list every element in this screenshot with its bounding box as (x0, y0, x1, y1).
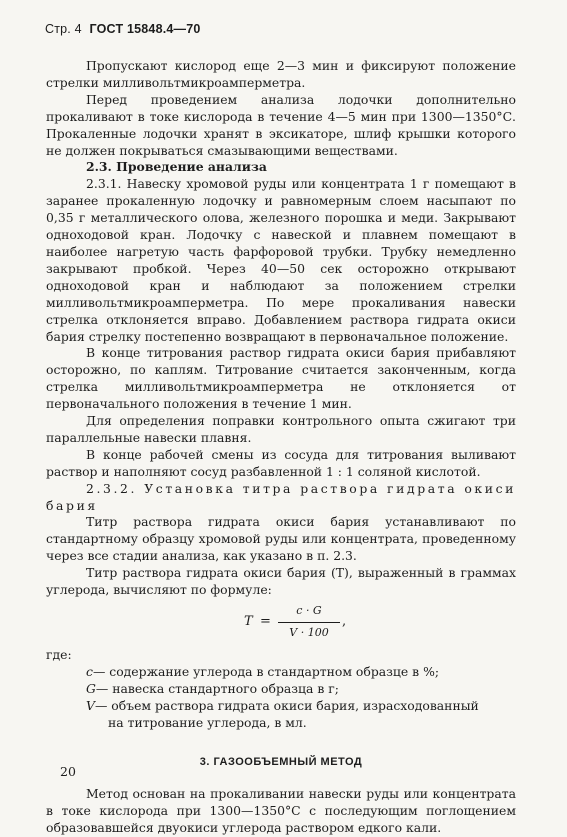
paragraph-titre-standard: Титр раствора гидрата окиси бария устанавливают по стандартному образцу хромовой руды или концентрата, проведенному через все стадии анализа, как указано в п. 2.3. (46, 514, 516, 564)
page-header (45, 22, 201, 36)
subheading-2-3-2: 2.3.2. Установка титра раствора гидрата окиси бария (46, 480, 516, 513)
header-page-label: Стр. 4 (45, 22, 82, 36)
formula-lhs: T (244, 614, 253, 629)
formula-equals: = (260, 614, 271, 629)
paragraph-2-3-1: 2.3.1. Навеску хромовой руды или концентрата 1 г помещают в заранее прокаленную лодочку и равномерным слоем насыпают по 0,35 г металлического олова, железного порошка и меди. Закрывают одноходовой кран. Лодочку с навеской и плавнем помещают в наиболее нагретую часть фарфоровой трубки. Трубку немедленно закрывают пробкой. Через 40—50 сек осторожно открывают одноходовой кран и наблюдают за положением стрелки милливольтмикроамперметра. По мере прокаливания навески стрелка отклоняется вправо. Добавлением раствора гидрата окиси бария стрелку постепенно возвращают в первоначальное положение. (46, 176, 516, 344)
paragraph-2: Перед проведением анализа лодочки дополнительно прокаливают в токе кислорода в течение 4—5 мин при 1300—1350°С. Прокаленные лодочки хранят в эксикаторе, шлиф крышки которого не должен покрываться смазывающими веществами. (46, 91, 516, 158)
legend-text: — навеска стандартного образца в г; (95, 680, 339, 696)
paragraph-titration-end: В конце титрования раствор гидрата окиси бария прибавляют осторожно, по каплям. Титрование считается законченным, когда стрелка милливольтмикроамперметра не отклоняется от первоначального положения в течение 1 мин. (46, 345, 516, 412)
formula-comma: , (342, 614, 347, 629)
section-heading-2-3: 2.3. Проведение анализа (86, 159, 267, 175)
legend-text: — объем раствора гидрата окиси бария, израсходованный (94, 697, 479, 713)
legend-item-v (86, 698, 516, 732)
legend-item-c (86, 664, 516, 681)
document-body (46, 58, 516, 837)
paragraph-titre-formula-intro: Титр раствора гидрата окиси бария (Т), выраженный в граммах углерода, вычисляют по формуле: (46, 565, 516, 598)
paragraph-1: Пропускают кислород еще 2—3 мин и фиксируют положение стрелки милливольтмикроамперметра. (46, 58, 516, 90)
formula-numerator: c · G (296, 604, 322, 617)
titre-formula (46, 603, 516, 643)
legend-item-g (86, 681, 516, 698)
section-3-title: 3. ГАЗООБЪЕМНЫЙ МЕТОД (199, 755, 363, 768)
paragraph-control-correction: Для определения поправки контрольного опыта сжигают три параллельные навески плавня. (46, 413, 516, 445)
paragraph-shift-end: В конце рабочей смены из сосуда для титрования выливают раствор и наполняют сосуд разбавленной 1 : 1 соляной кислотой. (46, 446, 516, 479)
header-standard: ГОСТ 15848.4—70 (89, 22, 201, 36)
legend-continuation: на титрование углерода, в мл. (108, 714, 307, 730)
legend-symbol: G (86, 680, 96, 696)
fraction-bar (278, 622, 340, 623)
formula-denominator: V · 100 (289, 625, 329, 639)
formula-fraction (278, 603, 340, 642)
section-3-paragraph: Метод основан на прокаливании навески руды или концентрата в токе кислорода при 1300—1350°С с последующим поглощением образовавшейся двуокиси углерода раствором едкого кали. (46, 786, 516, 836)
where-label: где: (46, 647, 72, 662)
legend-text: — содержание углерода в стандартном образце в %; (92, 663, 440, 679)
page-number: 20 (60, 764, 76, 779)
legend-symbol: c (86, 663, 93, 679)
legend-symbol: V (86, 697, 95, 713)
